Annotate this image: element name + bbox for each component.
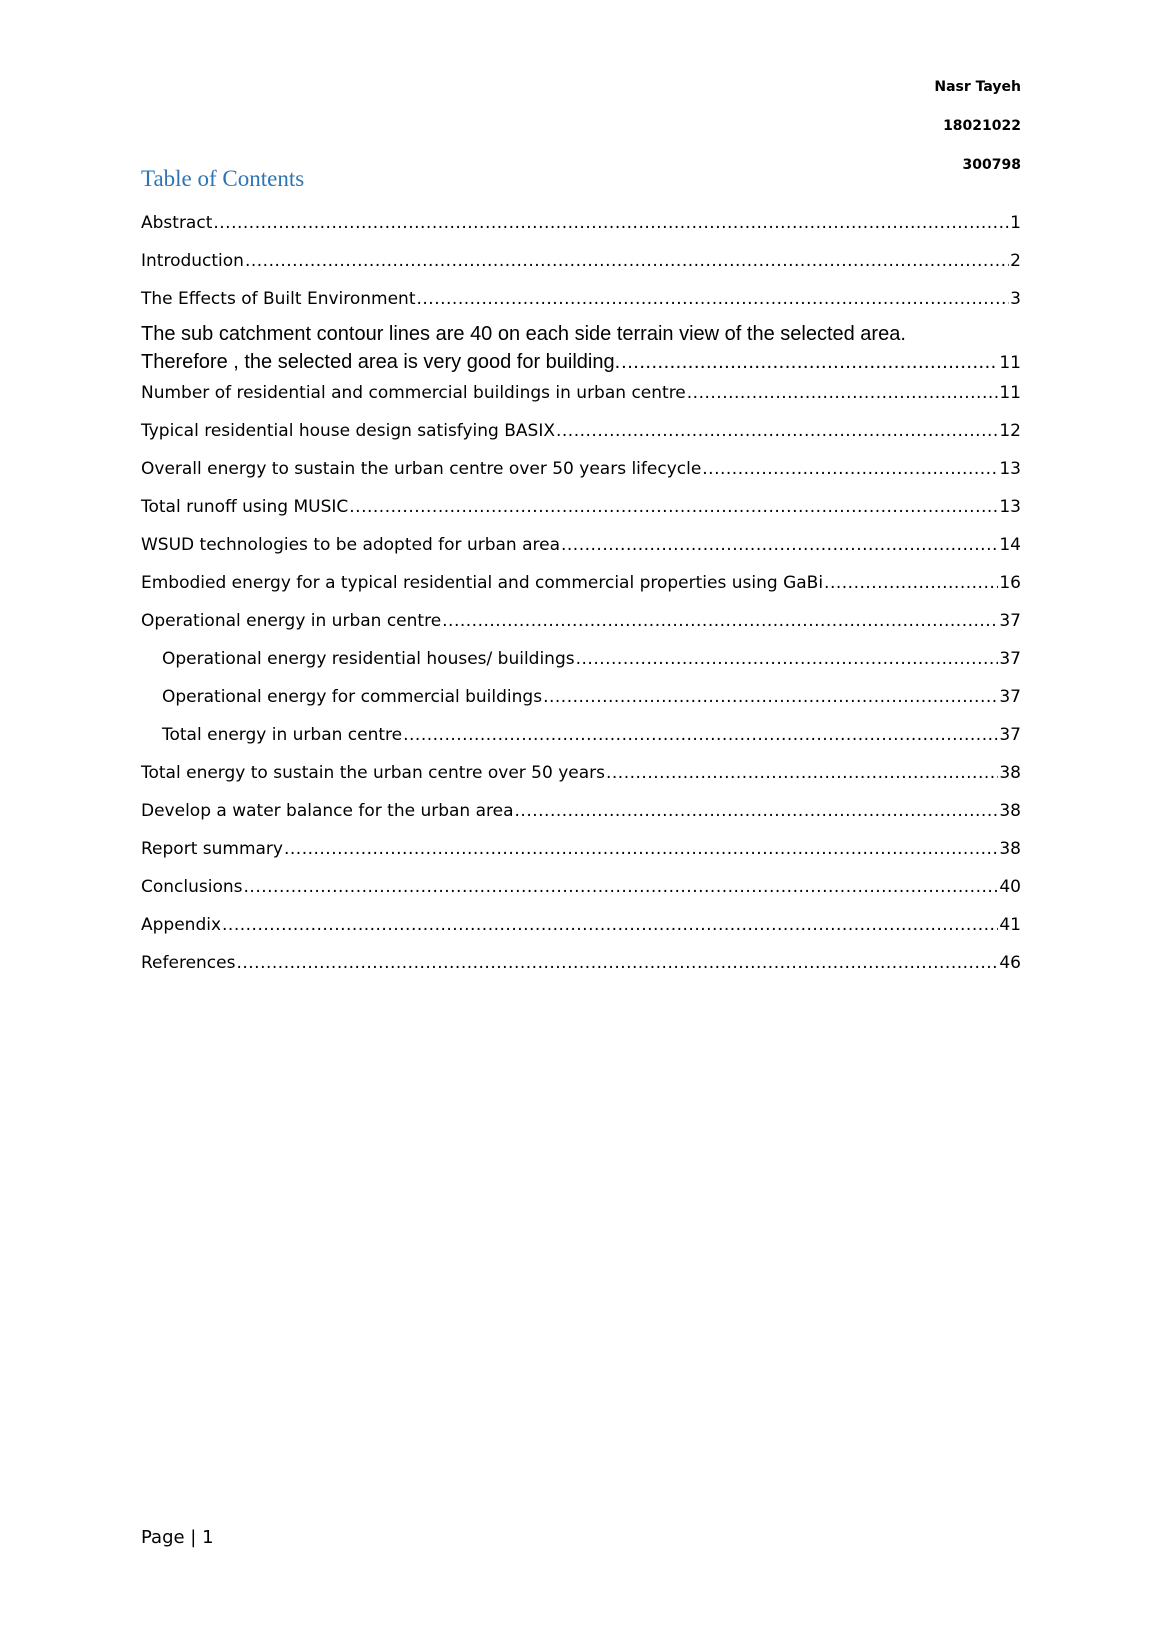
toc-dot-leader	[556, 420, 998, 442]
toc-dot-leader	[403, 724, 998, 746]
toc-entry-title: Overall energy to sustain the urban centre over 50 years lifecycle	[141, 459, 702, 479]
toc-entry-title: Develop a water balance for the urban area	[141, 801, 514, 821]
toc-dot-leader	[222, 914, 998, 936]
toc-entry-music-runoff[interactable]	[141, 496, 1021, 534]
course-id: 300798	[962, 157, 1021, 173]
toc-entry-title: The Effects of Built Environment	[141, 289, 416, 309]
toc-entry-operational-commercial[interactable]	[141, 686, 1021, 724]
table-of-contents	[141, 212, 1021, 990]
toc-page-number: 37	[999, 725, 1021, 745]
toc-dot-leader	[213, 212, 1009, 234]
toc-dot-leader	[824, 572, 998, 594]
toc-page-number: 13	[999, 497, 1021, 517]
toc-entry-title: Report summary	[141, 839, 283, 859]
toc-entry-title: References	[141, 953, 236, 973]
toc-page-number: 12	[999, 421, 1021, 441]
toc-page-number: 40	[999, 877, 1021, 897]
toc-dot-leader	[702, 458, 998, 480]
toc-dot-leader	[576, 648, 999, 670]
toc-dot-leader	[606, 762, 998, 784]
toc-entry-sub-catchment[interactable]	[141, 320, 1021, 382]
toc-page-number: 37	[999, 687, 1021, 707]
toc-heading: Table of Contents	[141, 166, 305, 191]
toc-entry-title: Total energy to sustain the urban centre over 50 years	[141, 763, 605, 783]
toc-page-number: 16	[999, 573, 1021, 593]
toc-entry-references[interactable]	[141, 952, 1021, 990]
toc-entry-title: Introduction	[141, 251, 244, 271]
toc-entry-embodied-energy[interactable]	[141, 572, 1021, 610]
toc-page-number: 46	[999, 953, 1021, 973]
toc-page-number: 2	[1010, 251, 1021, 271]
toc-entry-conclusions[interactable]	[141, 876, 1021, 914]
toc-entry-title: Number of residential and commercial buildings in urban centre	[141, 383, 686, 403]
toc-entry-basix[interactable]	[141, 420, 1021, 458]
toc-dot-leader	[442, 610, 998, 632]
toc-entry-buildings-count[interactable]	[141, 382, 1021, 420]
toc-dot-leader	[561, 534, 998, 556]
toc-dot-leader	[687, 382, 999, 404]
toc-page-number: 41	[999, 915, 1021, 935]
toc-entry-title: Embodied energy for a typical residential and commercial properties using GaBi	[141, 573, 824, 593]
toc-page-number: 1	[1010, 213, 1021, 233]
toc-entry-operational-residential[interactable]	[141, 648, 1021, 686]
toc-entry-title: Operational energy for commercial buildings	[162, 687, 543, 707]
toc-entry-total-energy-urban[interactable]	[141, 724, 1021, 762]
toc-entry-title: Operational energy in urban centre	[141, 611, 442, 631]
toc-entry-operational-energy[interactable]	[141, 610, 1021, 648]
toc-entry-report-summary[interactable]	[141, 838, 1021, 876]
toc-page-number: 11	[999, 353, 1021, 373]
toc-entry-water-balance[interactable]	[141, 800, 1021, 838]
toc-page-number: 11	[999, 383, 1021, 403]
toc-entry-wsud[interactable]	[141, 534, 1021, 572]
toc-dot-leader	[284, 838, 998, 860]
toc-dot-leader	[543, 686, 998, 708]
toc-page-number: 38	[999, 763, 1021, 783]
toc-entry-title: Total runoff using MUSIC	[141, 497, 349, 517]
toc-entry-abstract[interactable]	[141, 212, 1021, 250]
toc-entry-overall-energy[interactable]	[141, 458, 1021, 496]
toc-page-number: 37	[999, 649, 1021, 669]
toc-entry-title: Appendix	[141, 915, 222, 935]
toc-dot-leader	[515, 800, 999, 822]
toc-entry-title: Abstract	[141, 213, 213, 233]
toc-page-number: 3	[1010, 289, 1021, 309]
toc-page-number: 37	[999, 611, 1021, 631]
toc-entry-introduction[interactable]	[141, 250, 1021, 288]
toc-page-number: 14	[999, 535, 1021, 555]
page-footer: Page | 1	[141, 1527, 214, 1548]
toc-entry-title: Conclusions	[141, 877, 243, 897]
toc-dot-leader	[236, 952, 998, 974]
toc-entry-appendix[interactable]	[141, 914, 1021, 952]
toc-page-number: 13	[999, 459, 1021, 479]
toc-page-number: 38	[999, 839, 1021, 859]
toc-entry-title-line1: The sub catchment contour lines are 40 on each side terrain view of the selected area.	[141, 323, 906, 345]
toc-entry-title: Typical residential house design satisfying BASIX	[141, 421, 555, 441]
toc-dot-leader	[349, 496, 998, 518]
toc-dot-leader	[245, 250, 1009, 272]
toc-dot-leader	[244, 876, 999, 898]
toc-dot-leader	[621, 348, 998, 376]
toc-entry-title: Total energy in urban centre	[162, 725, 403, 745]
author-header	[934, 68, 1021, 185]
toc-page-number: 38	[999, 801, 1021, 821]
toc-dot-leader	[417, 288, 1010, 310]
toc-entry-title: Operational energy residential houses/ buildings	[162, 649, 575, 669]
author-name: Nasr Tayeh	[934, 79, 1021, 95]
toc-entry-total-energy-50-years[interactable]	[141, 762, 1021, 800]
student-id: 18021022	[943, 118, 1021, 134]
toc-entry-title-line2: Therefore , the selected area is very good for building.	[141, 351, 621, 373]
toc-entry-title: WSUD technologies to be adopted for urban area	[141, 535, 560, 555]
